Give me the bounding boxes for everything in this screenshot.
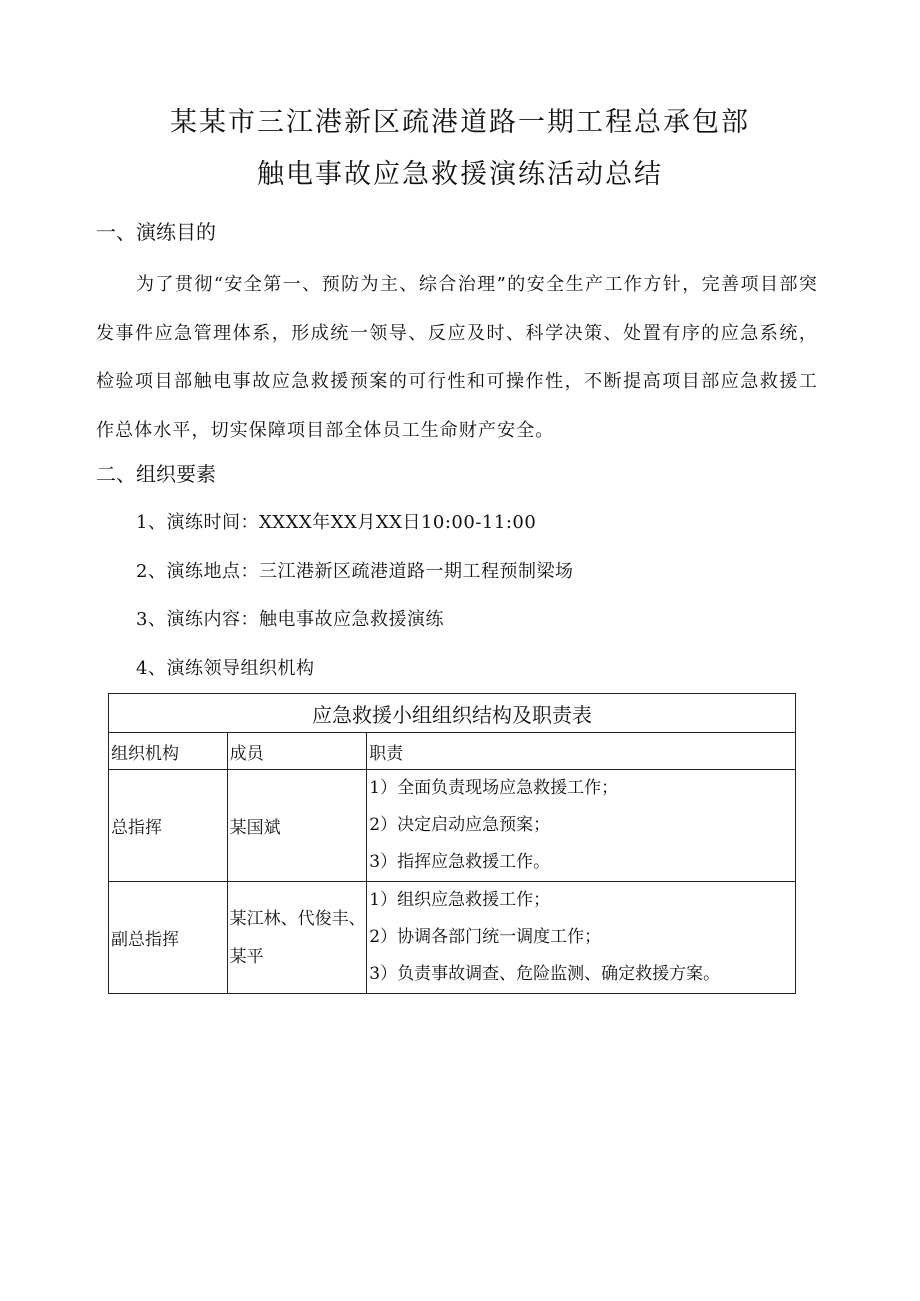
header-members: 成员 <box>227 733 367 770</box>
cell-org: 副总指挥 <box>109 882 228 994</box>
section1-heading: 一、演练目的 <box>96 220 216 244</box>
header-duties: 职责 <box>367 733 796 770</box>
cell-members: 某国斌 <box>227 770 367 882</box>
table-caption: 应急救援小组组织结构及职责表 <box>109 694 796 733</box>
cell-org: 总指挥 <box>109 770 228 882</box>
table-header-row <box>109 733 796 770</box>
duty-line: 1）组织应急救援工作； <box>369 890 551 910</box>
cell-members: 某江林、代俊丰、某平 <box>227 882 367 994</box>
duty-line: 2）协调各部门统一调度工作； <box>369 927 602 947</box>
duty-line: 3）负责事故调查、危险监测、确定救援方案。 <box>369 964 721 984</box>
cell-duties <box>367 882 796 994</box>
table-row <box>109 882 796 994</box>
document-title-line1: 某某市三江港新区疏港道路一期工程总承包部 <box>170 107 750 138</box>
duty-line: 1）全面负责现场应急救援工作； <box>369 778 619 798</box>
table-row <box>109 770 796 882</box>
cell-duties <box>367 770 796 882</box>
duty-line: 3）指挥应急救援工作。 <box>369 852 551 872</box>
list-item-drill-organization: 4、演练领导组织机构 <box>136 658 315 679</box>
document-title-line2: 触电事故应急救援演练活动总结 <box>257 159 663 190</box>
list-item-drill-content: 3、演练内容：触电事故应急救援演练 <box>136 609 444 630</box>
duty-line: 2）决定启动应急预案； <box>369 815 551 835</box>
responsibility-table <box>108 693 796 994</box>
header-org: 组织机构 <box>109 733 228 770</box>
section1-paragraph: 为了贯彻“安全第一、预防为主、综合治理”的安全生产工作方针，完善项目部突发事件应急管理体系，形成统一领导、反应及时、科学决策、处置有序的应急系统，检验项目部触电事故应急救援预案的可行性和可操作性，不断提高项目部应急救援工作总体水平，切实保障项目部全体员工生命财产安全。 <box>96 274 818 441</box>
list-item-drill-time: 1、演练时间：XXXX年XX月XX日10:00-11:00 <box>136 512 537 533</box>
list-item-drill-location: 2、演练地点：三江港新区疏港道路一期工程预制梁场 <box>136 561 574 582</box>
section2-heading: 二、组织要素 <box>96 462 216 486</box>
